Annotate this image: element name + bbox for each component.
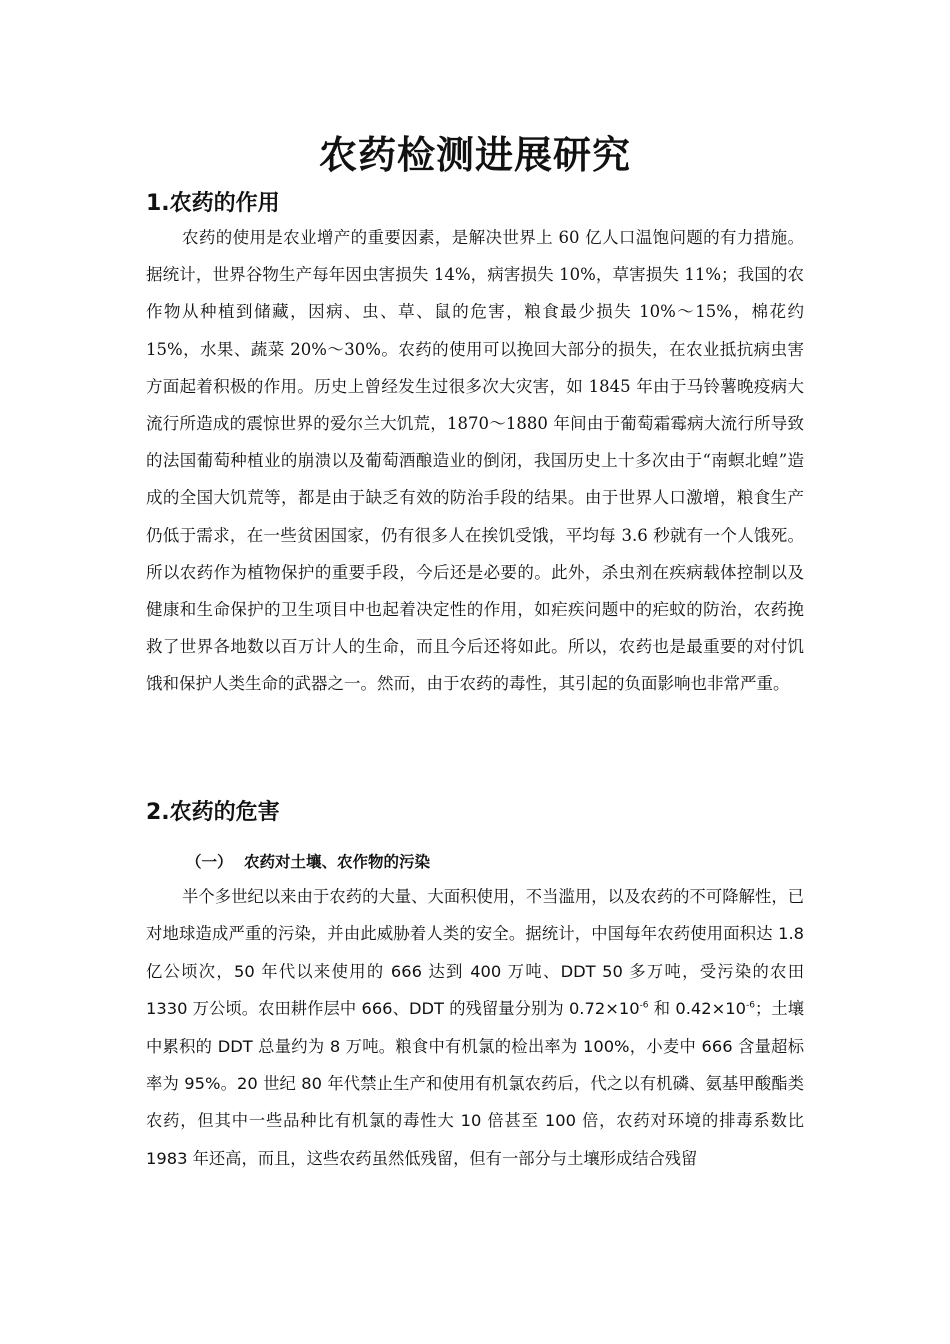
subsection-1-paragraph [146, 878, 804, 1177]
paragraph-text-part-1: 半个多世纪以来由于农药的大量、大面积使用，不当滥用，以及农药的不可降解性，已对地球造成严重的污染，并由此威胁着人类的安全。据统计，中国每年农药使用面积达 1.8 亿公顷次，50 年代以来使用的 666 达到 400 万吨、DDT 50 多万吨，受污染的农田 1330 万公顷。农田耕作层中 666、DDT 的残留量分别为 0.72×10 [146, 887, 804, 1019]
page-title: 农药检测进展研究 [318, 132, 631, 177]
section-1-heading: 1.农药的作用 [146, 191, 280, 216]
subsection-1-title: 农药对土壤、农作物的污染 [244, 853, 431, 871]
section-1-paragraph: 农药的使用是农业增产的重要因素，是解决世界上 60 亿人口温饱问题的有力措施。据统计，世界谷物生产每年因虫害损失 14%，病害损失 10%，草害损失 11%；我国的农作物从种植到储藏，因病、虫、草、鼠的危害，粮食最少损失 10%～15%，棉花约 15%，水果、蔬菜 20%～30%。农药的使用可以挽回大部分的损失，在农业抵抗病虫害方面起着积极的作用。历史上曾经发生过很多次大灾害，如 1845 年由于马铃薯晚疫病大流行所造成的震惊世界的爱尔兰大饥荒，1870～1880 年间由于葡萄霜霉病大流行所导致的法国葡萄种植业的崩溃以及葡萄酒酿造业的倒闭，我国历史上十多次由于“南螟北蝗”造成的全国大饥荒等，都是由于缺乏有效的防治手段的结果。由于世界人口激增，粮食生产仍低于需求，在一些贫困国家，仍有很多人在挨饥受饿，平均每 3.6 秒就有一个人饿死。所以农药作为植物保护的重要手段，今后还是必要的。此外，杀虫剂在疾病载体控制以及健康和生命保护的卫生项目中也起着决定性的作用，如疟疾问题中的疟蚊的防治，农药挽救了世界各地数以百万计人的生命，而且今后还将如此。所以，农药也是最重要的对付饥饿和保护人类生命的武器之一。然而，由于农药的毒性，其引起的负面影响也非常严重。 [146, 228, 804, 694]
superscript-exponent-2: -6 [746, 1000, 755, 1011]
subsection-1-number: （一） [186, 853, 233, 871]
paragraph-text-part-2: 和 0.42×10 [648, 999, 747, 1019]
subsection-1-heading [186, 850, 430, 872]
superscript-exponent-1: -6 [639, 1000, 649, 1011]
paragraph-text-part-3: ；土壤中累积的 DDT 总量约为 8 万吨。粮食中有机氯的检出率为 100%，小麦中 666 含量超标率为 95%。20 世纪 80 年代禁止生产和使用有机氯农药后，代之以有机磷、氨基甲酸酯类农药，但其中一些品种比有机氯的毒性大 10 倍甚至 100 倍，农药对环境的排毒系数比 1983 年还高，而且，这些农药虽然低残留，但有一部分与土壤形成结合残留 [146, 999, 804, 1168]
section-2-heading: 2.农药的危害 [146, 800, 280, 825]
